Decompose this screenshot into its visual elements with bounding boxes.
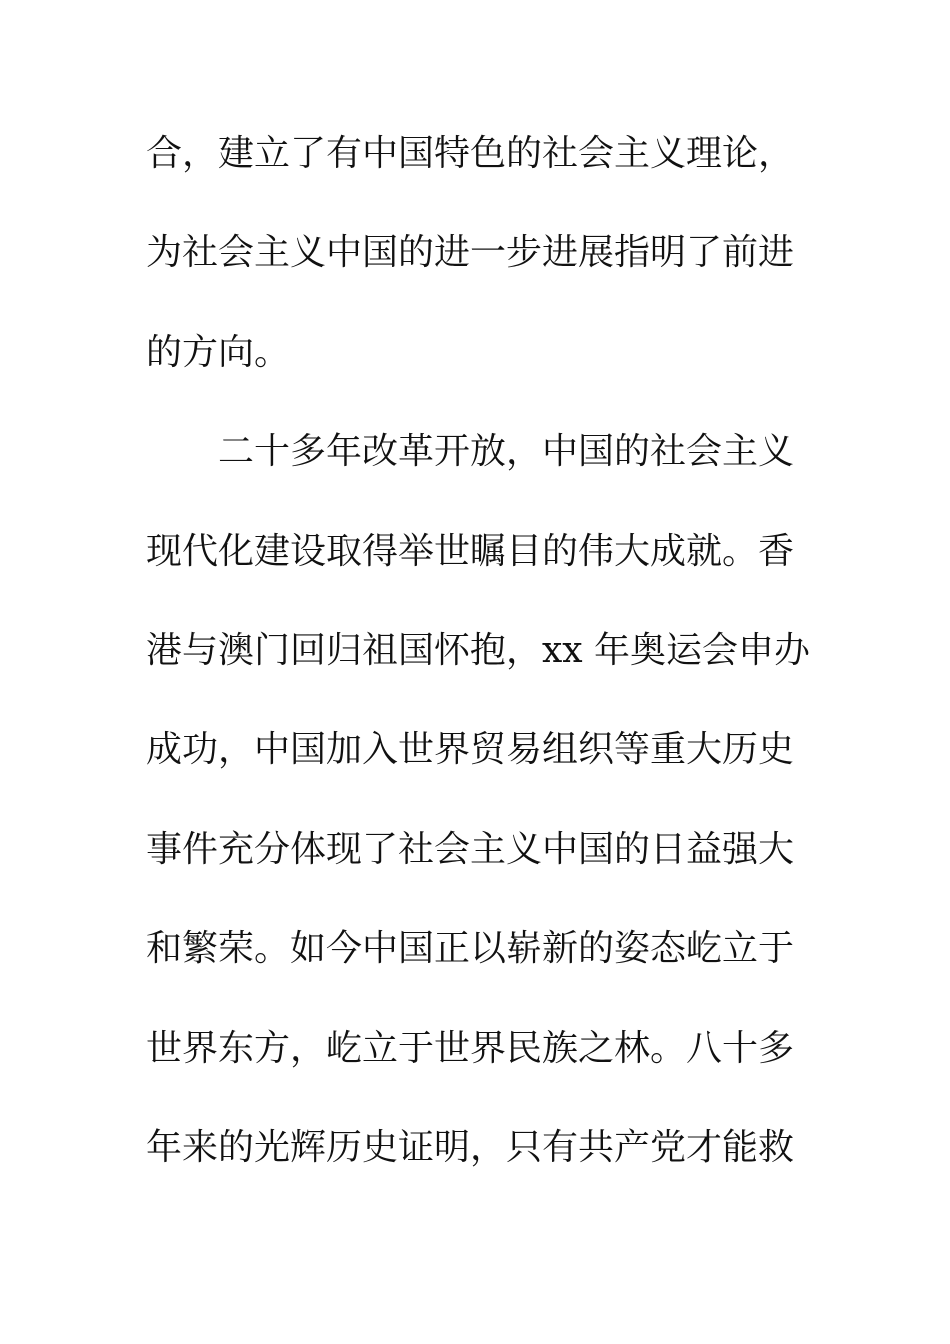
body-text <box>146 122 811 1215</box>
text-line-2: 为社会主义中国的进一步进展指明了前进 <box>146 232 795 274</box>
text-line-10: 世界东方，屹立于世界民族之林。八十多 <box>146 1027 795 1069</box>
text-line-7: 成功，中国加入世界贸易组织等重大历史 <box>146 729 795 771</box>
text-line-8: 事件充分体现了社会主义中国的日益强大 <box>146 828 795 870</box>
text-line-9: 和繁荣。如今中国正以崭新的姿态屹立于 <box>146 928 795 970</box>
text-line-3: 的方向。 <box>146 331 291 373</box>
text-line-11: 年来的光辉历史证明，只有共产党才能救 <box>146 1126 795 1168</box>
text-line-1: 合，建立了有中国特色的社会主义理论， <box>146 133 795 174</box>
text-line-6: 港与澳门回归祖国怀抱，xx 年奥运会申办 <box>146 629 811 671</box>
text-line-5: 现代化建设取得举世瞩目的伟大成就。香 <box>146 530 795 572</box>
text-line-4-paragraph-start: 二十多年改革开放，中国的社会主义 <box>218 431 795 473</box>
